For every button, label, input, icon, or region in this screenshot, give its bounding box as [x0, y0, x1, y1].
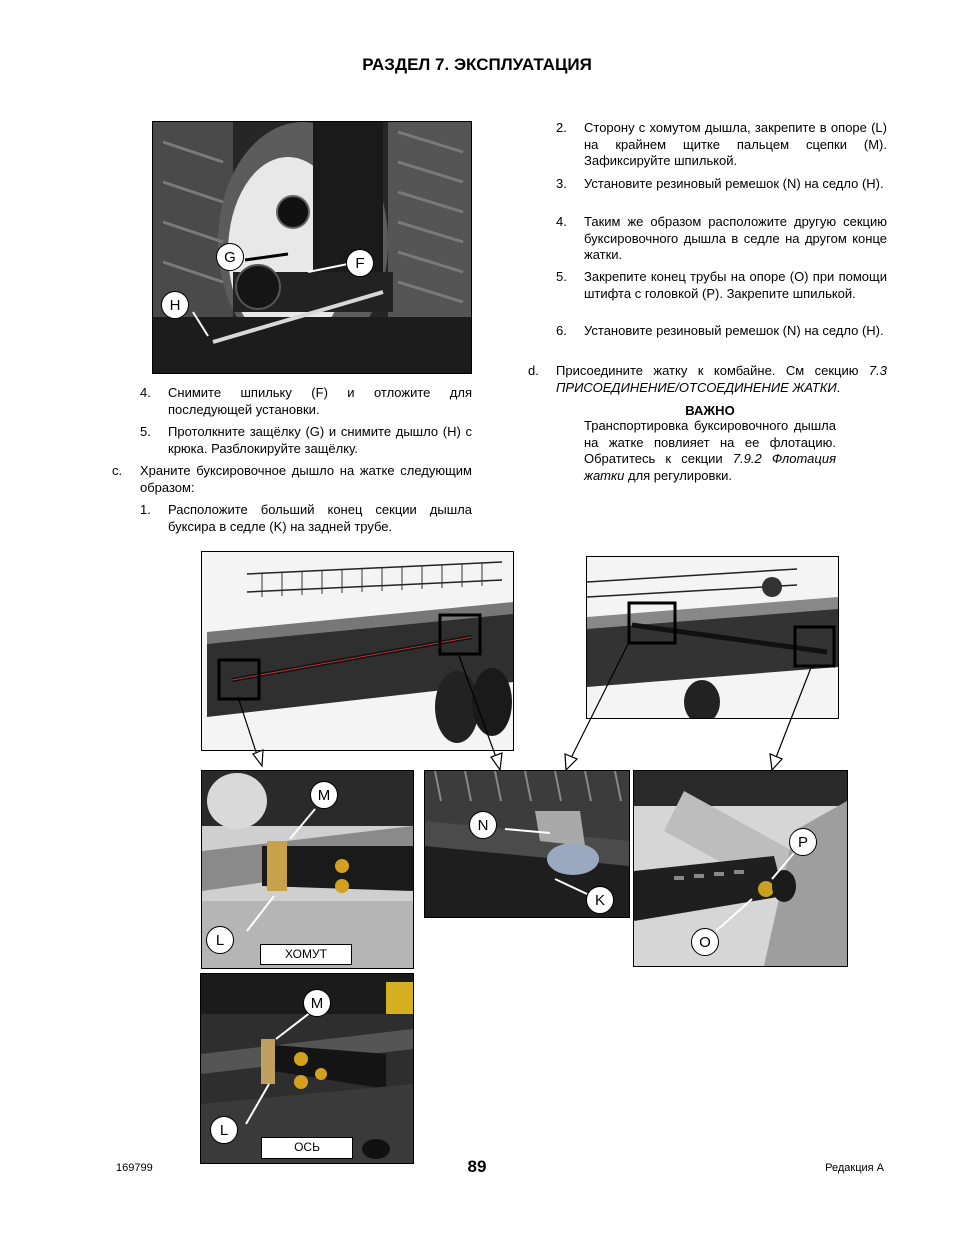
left-step-c1: 1. Расположите больший конец секции дышла буксира в седле (K) на задней трубе. — [140, 502, 472, 534]
callout-p: P — [789, 828, 817, 856]
footer-revision: Редакция А — [825, 1162, 884, 1174]
right-step-5: 5. Закрепите конец трубы на опоре (O) при помощи штифта с головкой (P). Закрепите шпилькой. — [556, 269, 887, 301]
footer-doc-number: 169799 — [116, 1162, 153, 1174]
callout-n: N — [469, 811, 497, 839]
hitch-wheel-illustration — [153, 122, 471, 373]
callout-h: H — [161, 291, 189, 319]
callout-m: M — [310, 781, 338, 809]
left-step-4: 4. Снимите шпильку (F) и отложите для последующей установки. — [140, 385, 472, 417]
right-step-d: d. Присоедините жатку к комбайне. См секцию 7.3 ПРИСОЕДИНЕНИЕ/ОТСОЕДИНЕНИЕ ЖАТКИ. — [528, 363, 887, 395]
callout-f: F — [346, 249, 374, 277]
clamp-caption: ХОМУТ — [260, 944, 352, 965]
callout-o: O — [691, 928, 719, 956]
important-text: Транспортировка буксировочного дышла на жатке повлияет на ее флотацию. Обратитесь к секции 7.9.2 Флотация жатки для регулировки. — [584, 418, 837, 483]
page-number: 89 — [467, 1157, 487, 1176]
axle-caption: ОСЬ — [261, 1137, 353, 1159]
callout-m-axle: M — [303, 989, 331, 1017]
important-title: ВАЖНО — [685, 403, 735, 418]
important-note — [584, 403, 836, 484]
callout-l-axle: L — [210, 1116, 238, 1144]
photo-support-detail — [633, 770, 848, 967]
page-title: РАЗДЕЛ 7. ЭКСПЛУАТАЦИЯ — [362, 55, 592, 74]
callout-g: G — [216, 243, 244, 271]
right-step-3: 3. Установите резиновый ремешок (N) на седло (H). — [556, 176, 884, 191]
header-left-illustration — [202, 552, 513, 750]
header-right-illustration — [587, 557, 838, 718]
photo-hitch-wheel — [152, 121, 472, 374]
photo-header-overview-left — [201, 551, 514, 751]
right-step-6: 6. Установите резиновый ремешок (N) на седло (H). — [556, 323, 884, 338]
callout-l: L — [206, 926, 234, 954]
left-step-c: c. Храните буксировочное дышло на жатке следующим образом: — [112, 463, 472, 495]
photo-header-overview-right — [586, 556, 839, 719]
right-step-2: 2. Сторону с хомутом дышла, закрепите в опоре (L) на крайнем щитке пальцем сцепки (M). Зафиксируйте шпилькой. — [556, 120, 887, 168]
photo-axle-detail — [200, 973, 414, 1164]
support-illustration — [634, 771, 847, 966]
photo-saddle-detail — [424, 770, 630, 918]
photo-clamp-detail — [201, 770, 414, 969]
callout-k: K — [586, 886, 614, 914]
right-step-4: 4. Таким же образом расположите другую секцию буксировочного дышла в седле на другом конце жатки. — [556, 214, 887, 262]
left-step-5: 5. Протолкните защёлку (G) и снимите дышло (H) с крюка. Разблокируйте защёлку. — [140, 424, 472, 456]
